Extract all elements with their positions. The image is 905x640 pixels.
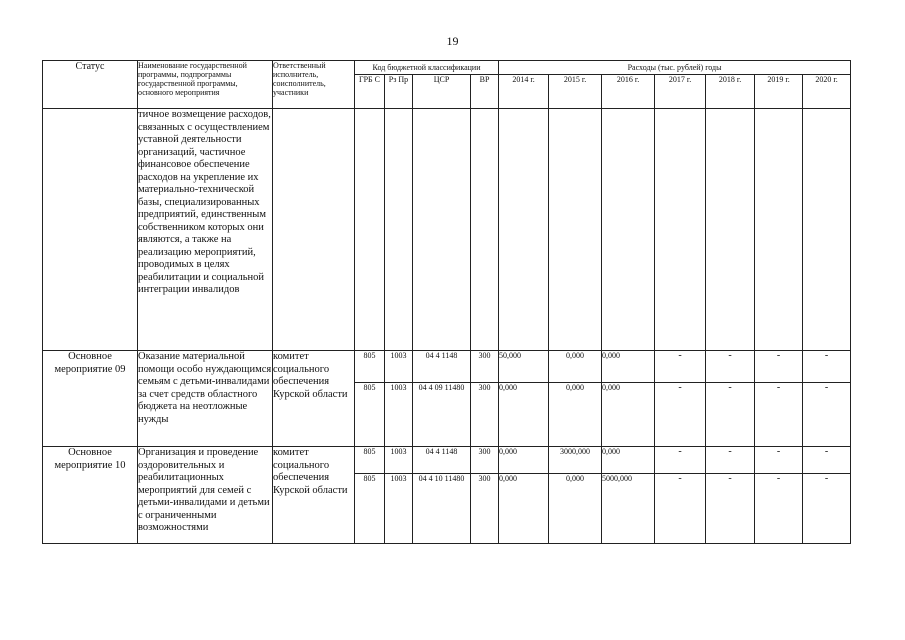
cell-2015: 0,000 — [549, 351, 602, 383]
header-year-2020: 2020 г. — [803, 75, 851, 109]
header-year-2016: 2016 г. — [602, 75, 655, 109]
cell-2018: - — [706, 351, 755, 383]
header-responsible: Ответственный исполнитель, соисполнитель, участники — [273, 61, 355, 109]
cell-2015: 0,000 — [549, 474, 602, 544]
measure-10-status: Основное мероприятие 10 — [43, 447, 138, 544]
cell-vr: 300 — [471, 474, 499, 544]
cell-csr: 04 4 1148 — [413, 447, 471, 474]
cell-rzpr: 1003 — [385, 383, 413, 447]
measure-09-status: Основное мероприятие 09 — [43, 351, 138, 447]
cell-2019: - — [755, 383, 803, 447]
continuation-status-cell — [43, 109, 138, 351]
cell-2018: - — [706, 383, 755, 447]
cell-2015: 3000,000 — [549, 447, 602, 474]
cell-2016: 0,000 — [602, 447, 655, 474]
cell-2020: - — [803, 383, 851, 447]
cell-rzpr: 1003 — [385, 351, 413, 383]
cell-2018: - — [706, 474, 755, 544]
page-number: 19 — [446, 34, 459, 48]
cell-2016: 0,000 — [602, 351, 655, 383]
header-year-2017: 2017 г. — [655, 75, 706, 109]
cell-csr: 04 4 1148 — [413, 351, 471, 383]
cell-grbs: 805 — [355, 383, 385, 447]
cell-2017: - — [655, 351, 706, 383]
cell-2020: - — [803, 474, 851, 544]
header-status: Статус — [43, 61, 138, 109]
header-name: Наименование государственной программы, подпрограммы государственной программы, основного мероприятия — [138, 61, 273, 109]
cell-rzpr: 1003 — [385, 474, 413, 544]
header-grbs: ГРБ С — [355, 75, 385, 109]
cell-2017: - — [655, 447, 706, 474]
cell-2017: - — [655, 474, 706, 544]
cell-2018: - — [706, 447, 755, 474]
cell-vr: 300 — [471, 351, 499, 383]
cell-grbs: 805 — [355, 351, 385, 383]
header-year-2019: 2019 г. — [755, 75, 803, 109]
header-rzpr: Рз Пр — [385, 75, 413, 109]
cell-2014: 0,000 — [499, 383, 549, 447]
cell-2017: - — [655, 383, 706, 447]
cell-grbs: 805 — [355, 474, 385, 544]
measure-09-name: Оказание материальной помощи особо нуждающимся семьям с детьми-инвалидами за счет средств областного бюджета на неотложные нужды — [138, 351, 273, 447]
header-year-2015: 2015 г. — [549, 75, 602, 109]
measure-09-row-1 — [43, 351, 851, 383]
cell-2019: - — [755, 351, 803, 383]
header-year-2014: 2014 г. — [499, 75, 549, 109]
measure-09-responsible: комитет социального обеспечения Курской области — [273, 351, 355, 447]
header-expenses: Расходы (тыс. рублей) годы — [499, 61, 851, 75]
cell-rzpr: 1003 — [385, 447, 413, 474]
measure-10-row-1 — [43, 447, 851, 474]
cell-vr: 300 — [471, 383, 499, 447]
cell-2019: - — [755, 447, 803, 474]
cell-csr: 04 4 09 11480 — [413, 383, 471, 447]
header-csr: ЦСР — [413, 75, 471, 109]
header-vr: ВР — [471, 75, 499, 109]
cell-2014: 0,000 — [499, 447, 549, 474]
measure-10-responsible: комитет социального обеспечения Курской области — [273, 447, 355, 544]
cell-2016: 0,000 — [602, 383, 655, 447]
header-year-2018: 2018 г. — [706, 75, 755, 109]
cell-2014: 0,000 — [499, 474, 549, 544]
cell-grbs: 805 — [355, 447, 385, 474]
cell-2014: 50,000 — [499, 351, 549, 383]
header-row-1 — [43, 61, 851, 75]
cell-2016: 5000,000 — [602, 474, 655, 544]
continuation-row — [43, 109, 851, 351]
cell-2015: 0,000 — [549, 383, 602, 447]
measure-10-name: Организация и проведение оздоровительных и реабилитационных мероприятий для семей с детьми-инвалидами и детьми с ограниченными возможностями — [138, 447, 273, 544]
cell-csr: 04 4 10 11480 — [413, 474, 471, 544]
continuation-responsible-cell — [273, 109, 355, 351]
continuation-name: тичное возмещение расходов, связанных с осуществлением уставной деятельности организаций, частичное финансовое обеспечение расходов на укрепление их материально-технической базы, специализированных предприятий, единственным собственником которых они являются, а также на реализацию мероприятий, проводимых в целях реабилитации и социальной интеграции инвалидов — [138, 109, 273, 351]
budget-table — [42, 60, 851, 544]
header-budget-code: Код бюджетной классификации — [355, 61, 499, 75]
cell-vr: 300 — [471, 447, 499, 474]
cell-2019: - — [755, 474, 803, 544]
cell-2020: - — [803, 447, 851, 474]
cell-2020: - — [803, 351, 851, 383]
